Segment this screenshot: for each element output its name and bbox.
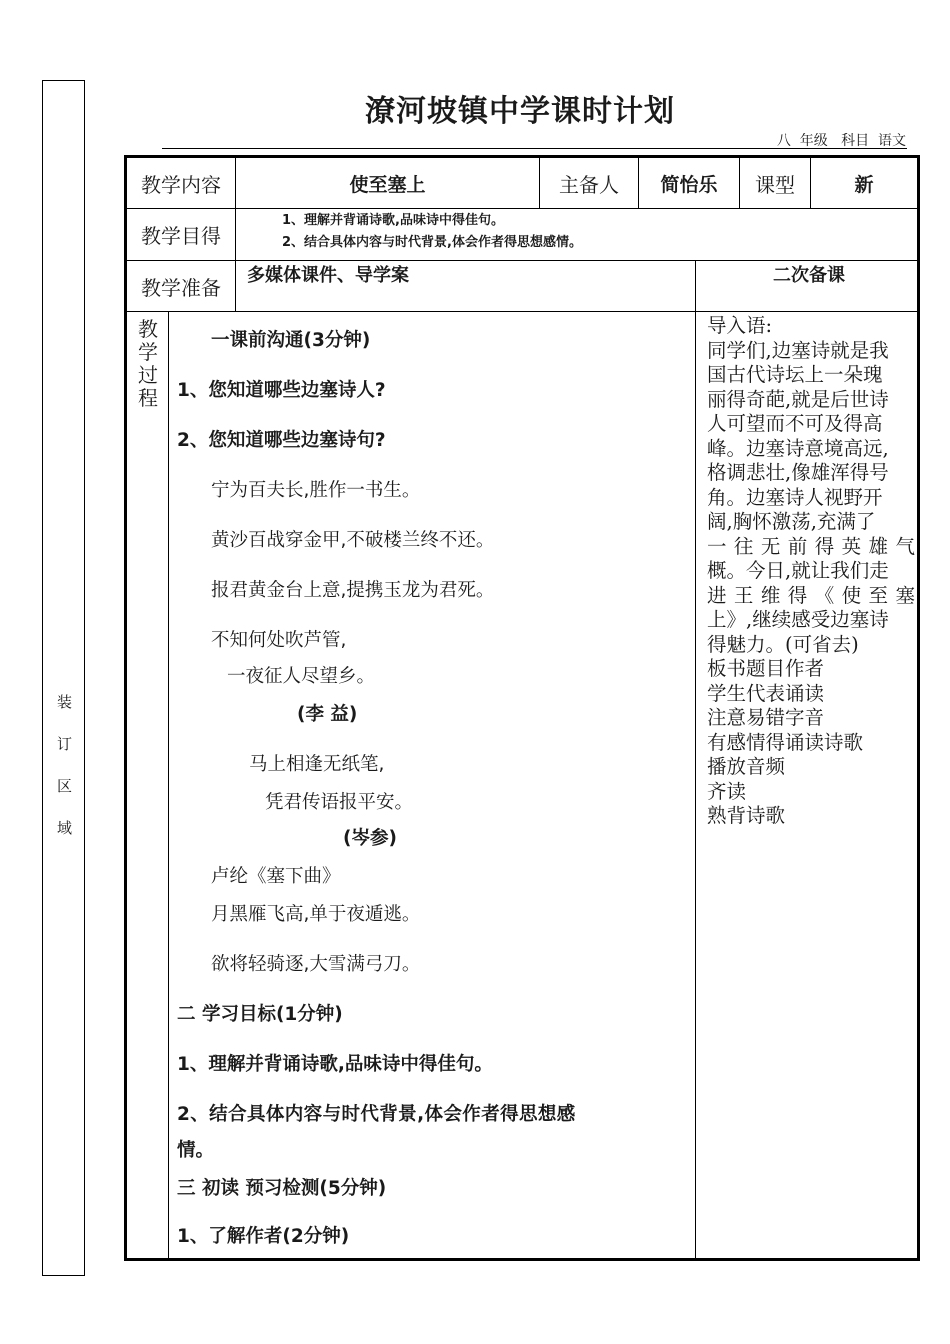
label-teaching-content: 教学内容 [141,172,221,197]
objective-item: 1、理解并背诵诗歌,品味诗中得佳句。 [177,1054,493,1075]
poem-line: 月黑雁飞高,单于夜遁逃。 [211,904,421,925]
note-line: 熟背诗歌 [707,804,786,827]
note-line: 板书题目作者 [707,657,825,680]
poem-line: 报君黄金台上意,提携玉龙为君死。 [211,580,495,601]
section-heading: 二 学习目标(1分钟) [177,1004,343,1025]
note-line: 一往无前得英雄气 [707,534,915,558]
poem-author: (岑参) [343,828,397,849]
binding-char: 域 [56,819,72,837]
poem-line: 欲将轻骑逐,大雪满弓刀。 [211,954,421,975]
question-item: 1、您知道哪些边塞诗人? [177,380,386,401]
note-line: 同学们,边塞诗就是我 [707,338,889,362]
objective-item: 2、结合具体内容与时代背景,体会作者得思想感 [177,1104,576,1125]
second-prep-notes [707,314,915,829]
second-prep-heading: 二次备课 [773,265,845,286]
label-teaching-prep: 教学准备 [141,275,221,300]
poem-line: 一夜征人尽望乡。 [227,666,376,687]
lesson-title: 使至塞上 [349,173,426,196]
preparer-name: 简怡乐 [660,173,718,196]
poem-line: 不知何处吹芦管, [211,630,347,651]
note-line: 丽得奇葩,就是后世诗 [707,387,889,411]
grade-subject-line: 八 年级 科目 语文 [776,133,906,147]
page-title: 潦河坡镇中学课时计划 [365,94,675,129]
binding-margin-box [42,80,85,1276]
goal-item: 2、结合具体内容与时代背景,体会作者得思想感情。 [282,235,582,250]
section-heading: 三 初读 预习检测(5分钟) [177,1178,387,1199]
note-line: 格调悲壮,像雄浑得号 [707,461,889,484]
binding-char: 订 [56,735,72,753]
section-heading: 一课前沟通(3分钟) [211,330,371,351]
label-teaching-goals: 教学目得 [141,224,221,248]
lesson-plan-table [124,155,920,1261]
poem-line: 黄沙百战穿金甲,不破楼兰终不还。 [211,530,495,551]
note-line: 齐读 [707,779,747,803]
label-teaching-process: 教 学 过 程 [138,317,158,410]
note-line: 进王维得《使至塞 [707,583,915,607]
note-line: 人可望而不可及得高 [707,412,883,435]
label-lesson-type: 课型 [755,172,795,197]
note-line: 得魅力。(可省去) [707,632,859,656]
note-line: 角。边塞诗人视野开 [707,485,883,509]
note-line: 学生代表诵读 [707,681,825,705]
goal-item: 1、理解并背诵诗歌,品味诗中得佳句。 [282,213,504,228]
lesson-type: 新 [854,173,874,196]
teaching-prep: 多媒体课件、导学案 [247,265,409,286]
binding-char: 区 [56,777,72,795]
binding-area-label [43,681,86,849]
note-line: 导入语: [707,314,773,337]
question-item: 2、您知道哪些边塞诗句? [177,430,386,451]
note-line: 国古代诗坛上一朵瑰 [707,363,883,386]
note-line: 上》,继续感受边塞诗 [707,608,889,631]
poem-line: 马上相逢无纸笔, [249,754,385,775]
task-item: 1、了解作者(2分钟) [177,1226,350,1247]
teaching-goals-list [282,210,582,254]
objective-item-cont: 情。 [177,1140,215,1161]
poem-line: 宁为百夫长,胜作一书生。 [211,480,421,501]
note-line: 阔,胸怀激荡,充满了 [707,510,876,533]
poem-author: (李 益) [297,704,358,725]
poem-line: 凭君传语报平安。 [265,792,414,813]
note-line: 概。今日,就让我们走 [707,559,889,582]
header-rule [162,148,907,149]
poem-title: 卢纶《塞下曲》 [211,866,341,887]
label-preparer: 主备人 [559,172,619,197]
binding-char: 装 [56,693,72,711]
note-line: 有感情得诵读诗歌 [707,730,864,754]
note-line: 播放音频 [707,755,786,778]
note-line: 峰。边塞诗意境高远, [707,436,889,460]
note-line: 注意易错字音 [707,706,825,729]
